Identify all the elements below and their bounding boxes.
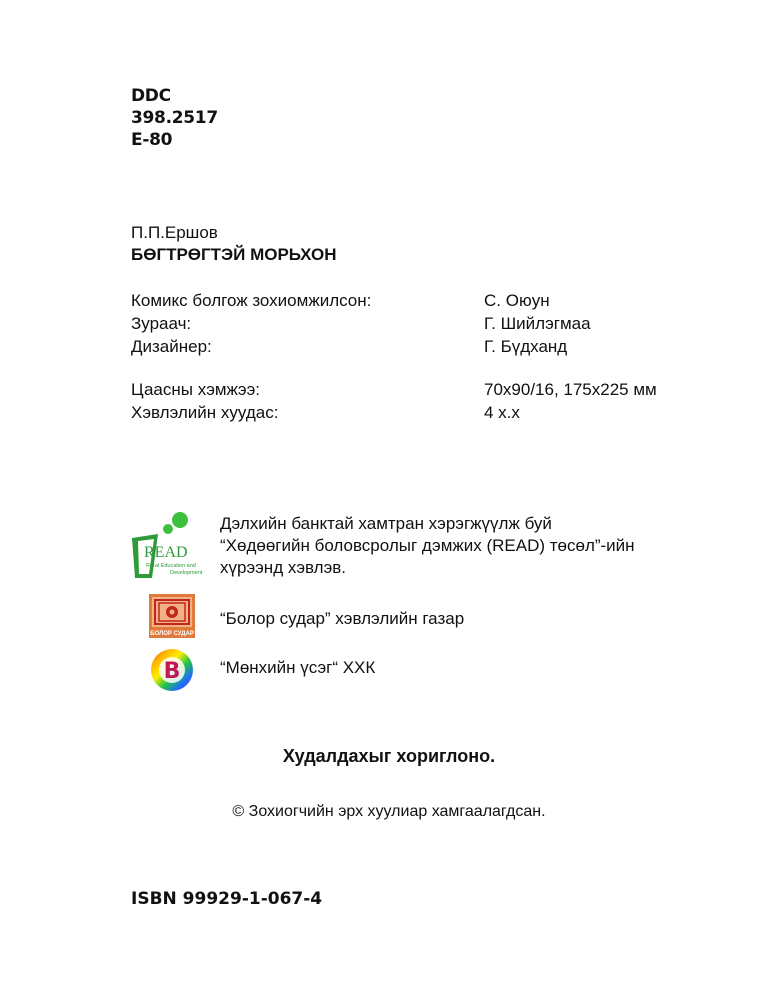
spec-label: Хэвлэлийн хуудас: <box>131 403 279 422</box>
read-logo-sub2: Development <box>170 570 203 576</box>
bolor-text: “Болор судар” хэвлэлийн газар <box>220 609 465 628</box>
copyright-notice: © Зохиогчийн эрх хуулиар хамгаалагдсан. <box>232 803 546 820</box>
read-logo-sub1: Rural Education and <box>146 563 196 569</box>
read-leaf-large-icon <box>172 512 188 528</box>
ddc-classification <box>131 85 218 151</box>
credit-label: Дизайнер: <box>131 337 212 356</box>
ddc-cutter: E-80 <box>131 130 173 150</box>
read-logo <box>130 508 210 580</box>
read-text-line: “Хөдөөгийн боловсролыг дэмжих (READ) төсөл”-ийн <box>220 536 635 555</box>
spec-value: 70х90/16, 175х225 мм <box>484 380 657 399</box>
credit-value: Г. Шийлэгмаа <box>484 314 591 333</box>
monkhiin-text: “Мөнхийн үсэг“ ХХК <box>220 658 376 677</box>
credit-label: Зураач: <box>131 314 192 333</box>
isbn: ISBN 99929-1-067-4 <box>131 889 323 909</box>
read-logo-text: READ <box>144 544 188 561</box>
ddc-label: DDC <box>131 86 171 106</box>
monkhiin-logo-glyph: B <box>163 659 181 684</box>
book-title: БӨГТРӨГТЭЙ МОРЬХОН <box>131 245 337 264</box>
credit-value: С. Оюун <box>484 291 550 310</box>
read-leaf-small-icon <box>163 524 173 534</box>
monkhiin-useg-logo <box>149 647 195 693</box>
bolor-sudar-logo <box>149 594 195 638</box>
bolor-logo-text: БОЛОР СУДАР <box>150 631 194 637</box>
spec-value: 4 х.х <box>484 403 520 422</box>
read-text <box>220 513 635 579</box>
read-text-line: хүрээнд хэвлэв. <box>220 558 346 577</box>
credit-label: Комикс болгож зохиомжилсон: <box>131 291 372 310</box>
not-for-sale-notice: Худалдахыг хориглоно. <box>282 746 496 766</box>
ddc-number: 398.2517 <box>131 108 218 128</box>
spec-label: Цаасны хэмжээ: <box>131 380 260 399</box>
credit-value: Г. Бүдханд <box>484 337 568 356</box>
read-text-line: Дэлхийн банктай хамтран хэрэгжүүлж буй <box>220 514 552 533</box>
book-author: П.П.Ершов <box>131 223 218 242</box>
